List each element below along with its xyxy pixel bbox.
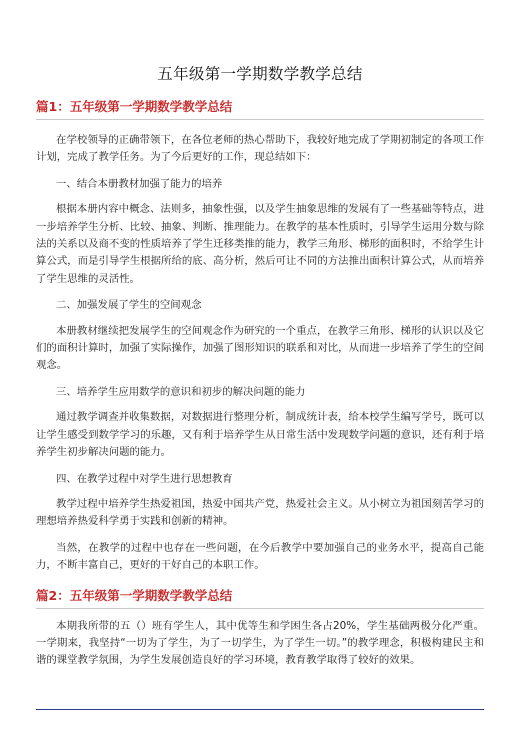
section1-paragraph-1: 根据本册内容中概念、法则多，抽象性强，以及学生抽象思维的发展有了一些基础等特点，进一步培养学生分析、比较、抽象、判断、推理能力。在教学的基本性质时，引导学生运用分数与除法的关系以及商不变的性质培养了学生迁移类推的能力，教学三角形、梯形的面积时，不给学生计算公式，而是引导学生根据所给的底、高分析，然后可让不同的方法推出面积计算公式，从而培养了学生思维的灵活性。 — [36, 203, 484, 285]
section-title-2: 篇2：五年级第一学期数学教学总结 — [36, 586, 484, 609]
section1-heading-1: 一、结合本册教材加强了能力的培养 — [56, 177, 223, 190]
section1-paragraph-5: 当然，在教学的过程中也存在一些问题，在今后教学中要加强自己的业务水平，提高自己能力，不断丰富自己，更好的干好自己的本职工作。 — [36, 541, 484, 572]
section1-intro: 在学校领导的正确带领下，在各位老师的热心帮助下，我较好地完成了学期初制定的各项工作计划，完成了教学任务。为了今后更好的工作，现总结如下： — [36, 134, 484, 164]
section1-paragraph-3: 通过教学调查并收集数据，对数据进行整理分析，制成统计表，给本校学生编写学号，既可以让学生感受到数学学习的乐趣，又有利于培养学生从日常生活中发现数学问题的意识，还有利于培养学生初步解决问题的能力。 — [36, 411, 484, 459]
section1-heading-2: 二、加强发展了学生的空间观念 — [56, 299, 202, 312]
section-title-1: 篇1：五年级第一学期数学教学总结 — [36, 97, 484, 120]
footer-rule — [36, 709, 484, 710]
section1-paragraph-2: 本册教材继续把发展学生的空间观念作为研究的一个重点，在教学三角形、梯形的认识以及它们的面积计算时，加强了实际操作，加强了图形知识的联系和对比，从而进一步培养了学生的空间观念。 — [36, 324, 484, 372]
document-title: 五年级第一学期数学教学总结 — [157, 65, 363, 83]
section1-paragraph-4: 教学过程中培养学生热爱祖国，热爱中国共产党，热爱社会主义。从小树立为祖国刻苦学习的理想培养热爱科学勇于实践和创新的精神。 — [36, 497, 484, 528]
section1-heading-4: 四、在教学过程中对学生进行思想教育 — [56, 472, 233, 485]
section1-heading-3: 三、培养学生应用数学的意识和初步的解决问题的能力 — [56, 385, 306, 398]
section2-paragraph-1: 本期我所带的五（）班有学生人，其中优等生和学困生各占20%，学生基础两极分化严重。一学期来，我坚持“一切为了学生，为了一切学生，为了学生一切。”的教学理念，积极构建民主和谐的课堂教学氛围，为学生发展创造良好的学习环境，教育教学取得了较好的效果。 — [36, 619, 484, 667]
